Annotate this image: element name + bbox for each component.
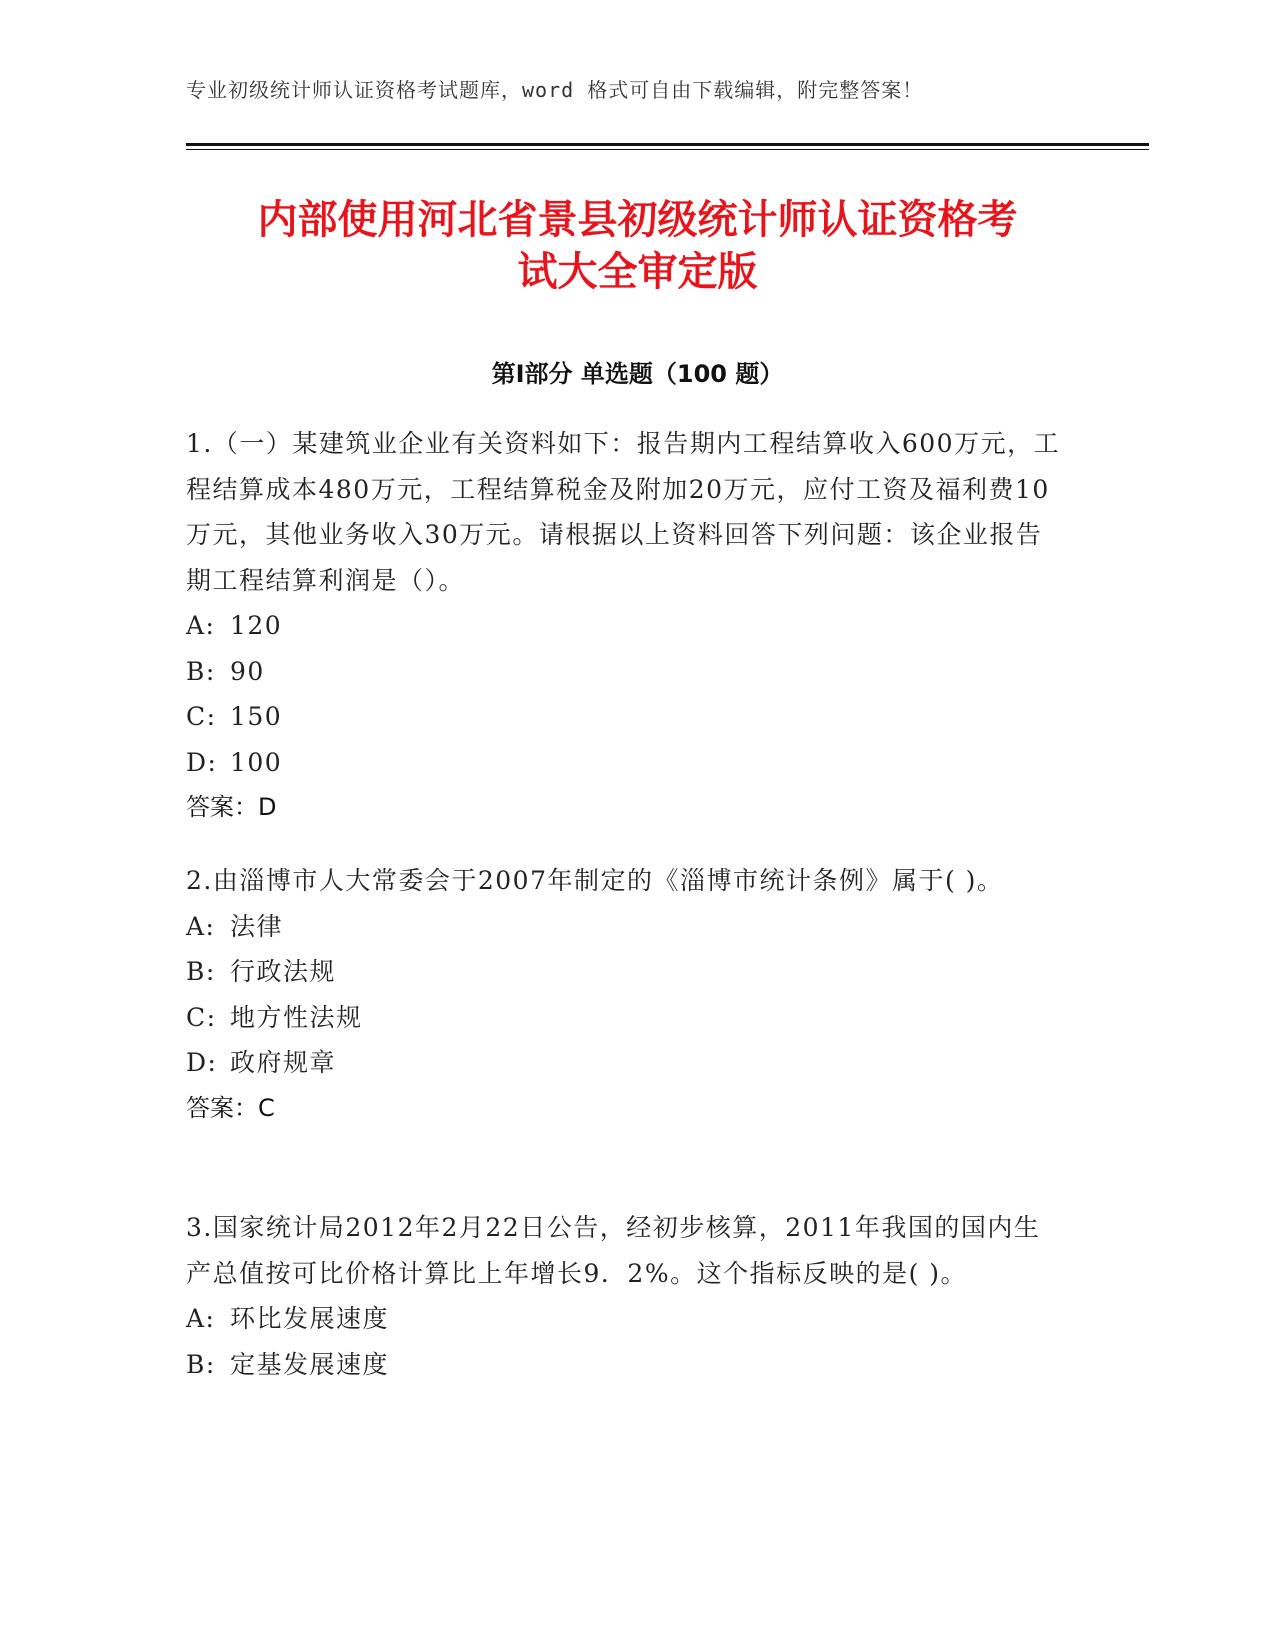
option-d [186,740,1066,786]
option-letter: D: [186,747,218,777]
question-2 [186,858,1066,1131]
option-letter: A: [186,1304,216,1333]
document-title-line-1: 内部使用河北省景县初级统计师认证资格考 [257,197,1018,243]
option-letter: B: [186,656,216,686]
option-text: 120 [230,611,283,640]
header-rule-thick [186,143,1149,146]
option-letter: C: [186,702,217,731]
answer: 答案：D [186,793,277,821]
option-a [186,1296,1066,1342]
section-title: 第Ⅰ部分 单选题（100 题） [491,360,784,388]
answer: 答案：C [186,1093,275,1122]
option-text: 90 [230,656,265,686]
option-text: 100 [230,747,283,777]
option-d [186,1040,1066,1086]
option-text: 环比发展速度 [230,1304,390,1333]
option-letter: D: [186,1048,218,1077]
option-b [186,649,1066,695]
option-a [186,904,1066,950]
question-text: 3.国家统计局2012年2月22日公告，经初步核算，2011年我国的国内生产总值按可比价格计算比上年增长9．2%。这个指标反映的是( )。 [186,1213,1041,1288]
option-letter: C: [186,1002,217,1032]
option-text: 150 [230,702,283,731]
header-rule-thin [186,149,1149,150]
option-text: 地方性法规 [230,1002,363,1032]
question-3 [186,1205,1066,1387]
option-text: 法律 [230,911,284,941]
question-text: 1.（一）某建筑业企业有关资料如下：报告期内工程结算收入600万元，工程结算成本480万元，工程结算税金及附加20万元，应付工资及福利费10万元，其他业务收入30万元。请根据以上资料回答下列问题：该企业报告期工程结算利润是（）。 [186,429,1061,595]
option-text: 行政法规 [230,957,337,986]
question-1 [186,421,1066,831]
document-title-line-2: 试大全审定版 [517,249,758,295]
option-text: 政府规章 [230,1048,337,1077]
option-letter: A: [186,611,216,640]
option-letter: B: [186,957,216,986]
option-b [186,1342,1066,1388]
option-c [186,995,1066,1041]
option-c [186,694,1066,740]
document-title [150,194,1125,298]
option-b [186,949,1066,995]
option-letter: B: [186,1349,216,1379]
header-note: 专业初级统计师认证资格考试题库，word 格式可自由下载编辑，附完整答案！ [186,78,924,102]
option-letter: A: [186,911,216,941]
option-text: 定基发展速度 [230,1349,390,1379]
question-text: 2.由淄博市人大常委会于2007年制定的《淄博市统计条例》属于( )。 [186,866,1004,895]
option-a [186,603,1066,649]
